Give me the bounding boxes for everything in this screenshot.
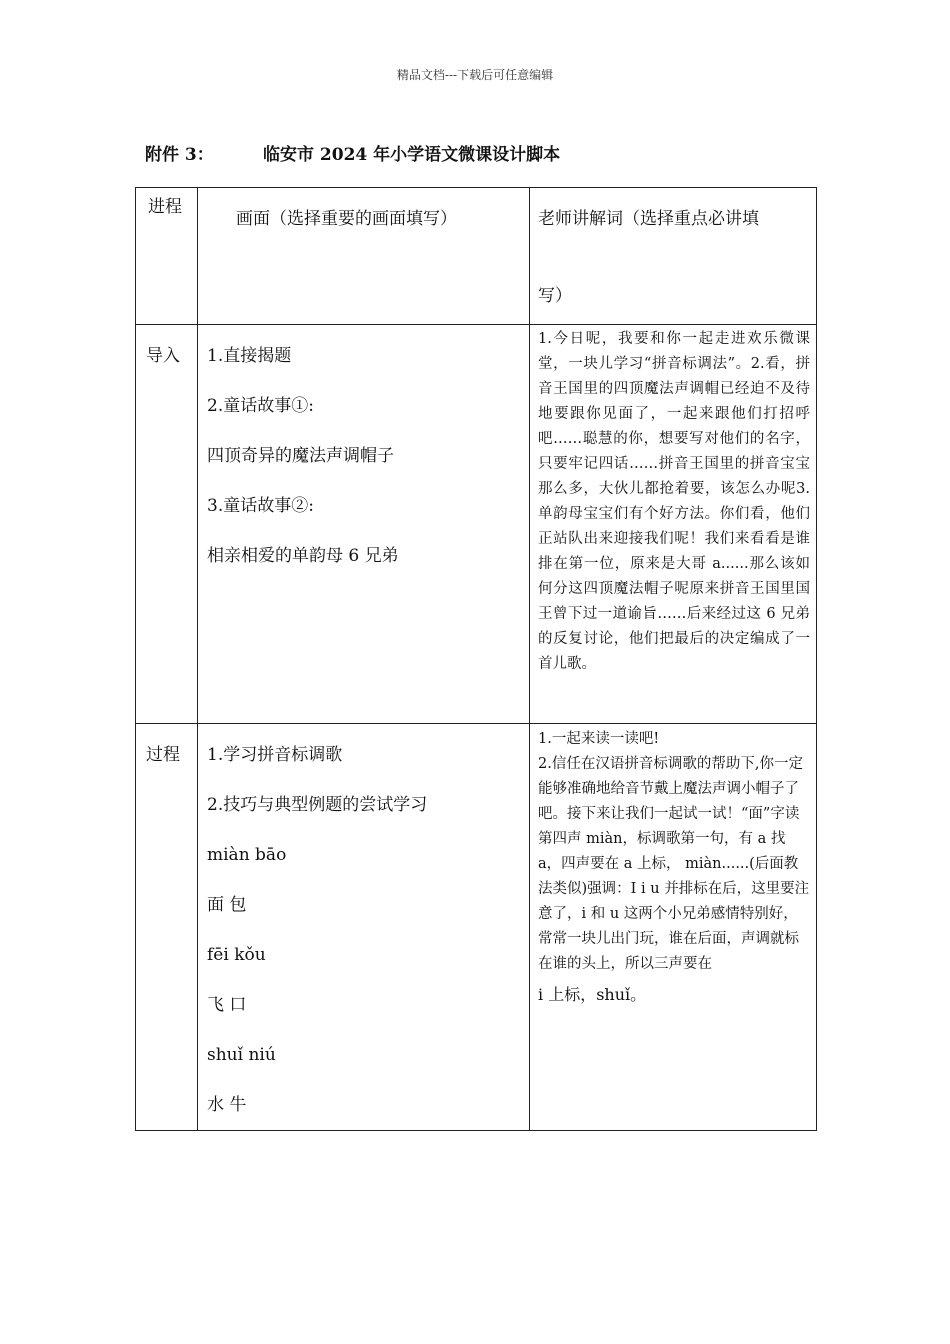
list-item: 相亲相爱的单韵母 6 兄弟 (207, 546, 399, 566)
list-item: 3.童话故事②: (207, 496, 314, 516)
speech-line: 1.一起来读一读吧! (538, 731, 660, 747)
table-row (136, 325, 817, 724)
page-header: 精品文档---下载后可任意编辑 (396, 68, 554, 82)
header-process-cell (136, 188, 198, 325)
stage-label: 过程 (146, 745, 180, 765)
header-screen: 画面（选择重要的画面填写） (236, 209, 457, 229)
list-item: miàn bāo (207, 845, 287, 865)
header-process: 进程 (148, 197, 182, 217)
header-teacher-cell (530, 188, 817, 325)
list-item: 飞 口 (207, 995, 247, 1015)
screen-items (198, 325, 529, 581)
list-item: shuǐ niú (207, 1045, 276, 1065)
teacher-speech: 1.今日呢，我要和你一起走进欢乐微课堂，一块儿学习“拼音标调法”。2.看，拼音王国里的四顶魔法声调帽已经迫不及待地要跟你见面了，一起来跟他们打招呼吧……聪慧的你，想要写对他们的名字，只要牢记四话……拼音王国里的拼音宝宝那么多，大伙儿都抢着要，该怎么办呢3.单韵母宝宝们有个好方法。你们看，他们正站队出来迎接我们呢！我们来看看是谁排在第一位，原来是大哥 a......那么该如何分这四顶魔法帽子呢原来拼音王国里国王曾下过一道谕旨……后来经过这 6 兄弟的反复讨论，他们把最后的决定编成了一首儿歌。 (538, 331, 810, 672)
stage-cell (136, 724, 198, 1131)
list-item: 2.技巧与典型例题的尝试学习 (207, 795, 428, 815)
header-teacher-line1: 老师讲解词（选择重点必讲填 (538, 209, 759, 229)
header-teacher-line2: 写） (538, 286, 572, 306)
stage-label: 导入 (146, 346, 180, 366)
title-text: 临安市 2024 年小学语文微课设计脚本 (263, 145, 561, 165)
speech-cell (530, 724, 817, 1131)
table-row (136, 724, 817, 1131)
list-item: 2.童话故事①: (207, 396, 314, 416)
list-item: 面 包 (207, 895, 247, 915)
screen-cell (198, 724, 530, 1131)
speech-line: 2.信任在汉语拼音标调歌的帮助下,你一定能够准确地给音节戴上魔法声调小帽子了吧。接下来让我们一起试一试！“面”字读第四声 miàn，标调歌第一句，有 a 找 a，四声要在 a 上标， miàn......(后面教法类似)强调：I i u 并排标在后，这里要注意了，i 和 u 这两个小兄弟感情特别好，常常一块儿出门玩，谁在后面，声调就标在谁的头上，所以三声要在 (538, 756, 810, 972)
speech-line-last: i 上标，shuǐ。 (538, 985, 647, 1004)
list-item: 1.直接揭题 (207, 346, 292, 366)
list-item: 四顶奇异的魔法声调帽子 (207, 446, 394, 466)
header-screen-cell (198, 188, 530, 325)
script-table (135, 187, 817, 1131)
teacher-speech (530, 724, 816, 1007)
speech-cell (530, 325, 817, 724)
screen-items (198, 724, 529, 1130)
attachment-label: 附件 3： (145, 145, 214, 165)
document-title (145, 140, 560, 165)
stage-cell (136, 325, 198, 724)
screen-cell (198, 325, 530, 724)
list-item: fēi kǒu (207, 945, 266, 965)
table-header-row (136, 188, 817, 325)
list-item: 1.学习拼音标调歌 (207, 745, 343, 765)
list-item: 水 牛 (207, 1095, 247, 1115)
